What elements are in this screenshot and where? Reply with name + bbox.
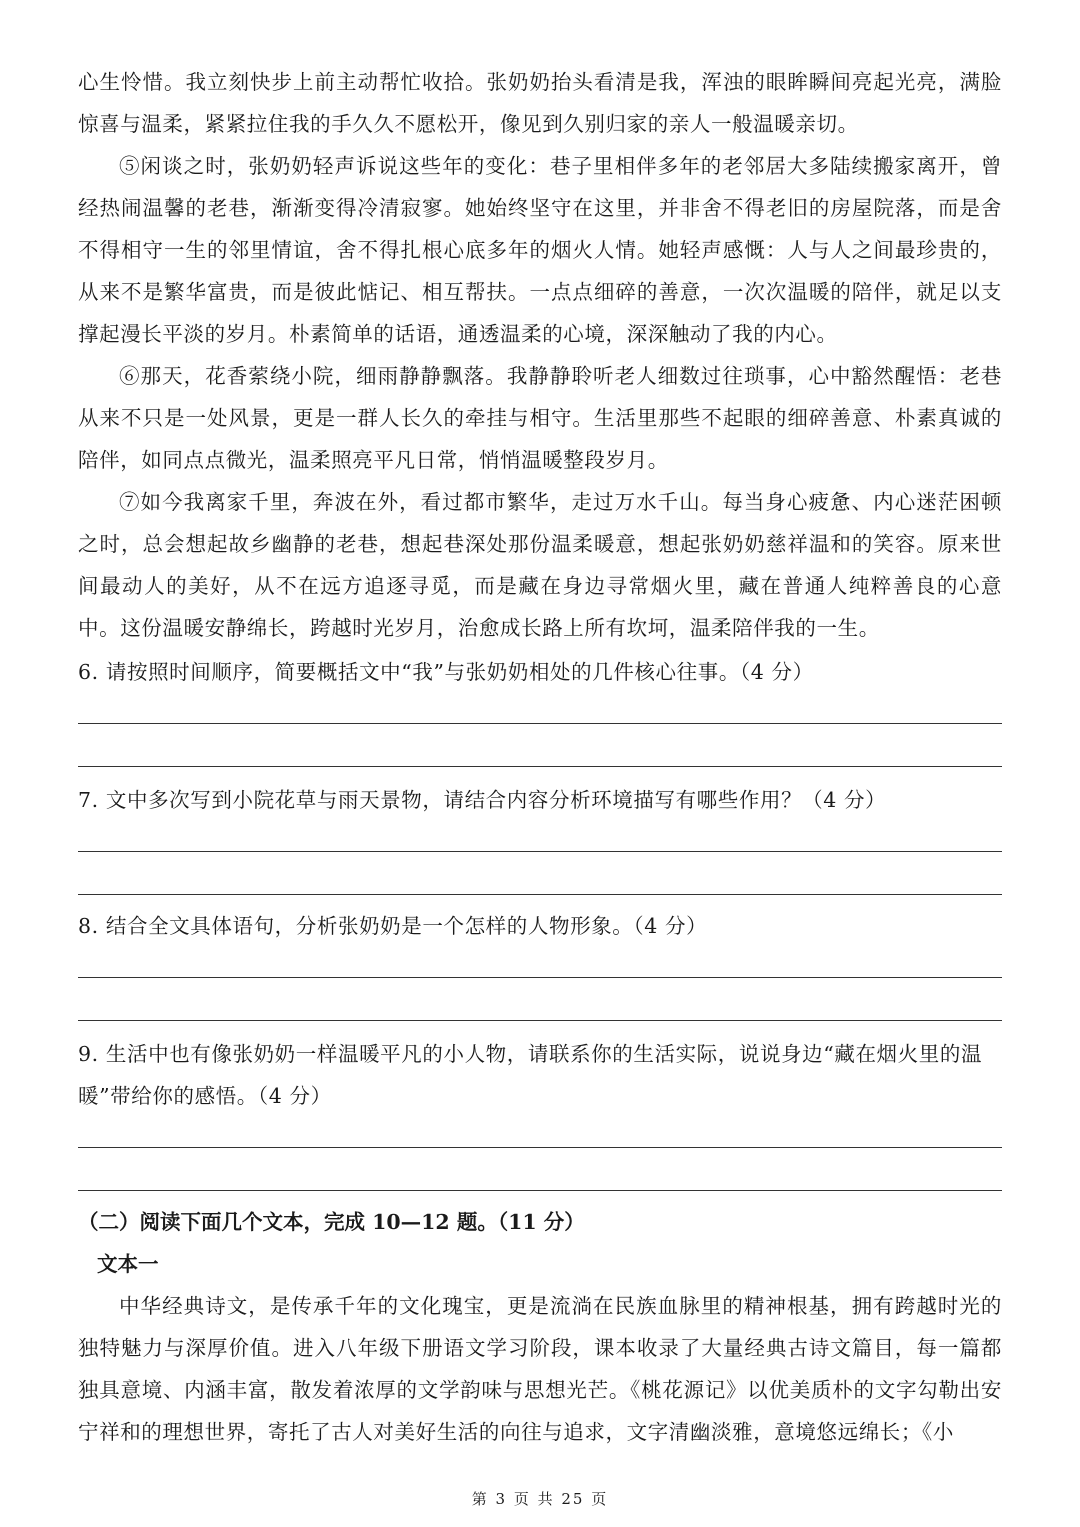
passage-paragraph-7: ⑦如今我离家千里，奔波在外，看过都市繁华，走过万水千山。每当身心疲惫、内心迷茫困顿之时，总会想起故乡幽静的老巷，想起巷深处那份温柔暖意，想起张奶奶慈祥温和的笑容。原来世间最动人的美好，从不在远方追逐寻觅，而是藏在身边寻常烟火里，藏在普通人纯粹善良的心意中。这份温暖安静绵长，跨越时光岁月，治愈成长路上所有坎坷，温柔陪伴我的一生。 — [78, 490, 1002, 640]
question-9: 9. 生活中也有像张奶奶一样温暖平凡的小人物，请联系你的生活实际，说说身边“藏在烟火里的温暖”带给你的感悟。（4 分） — [78, 1042, 983, 1108]
question-6: 6. 请按照时间顺序，简要概括文中“我”与张奶奶相处的几件核心往事。（4 分） — [78, 660, 814, 684]
question-8: 8. 结合全文具体语句，分析张奶奶是一个怎样的人物形象。（4 分） — [78, 914, 708, 938]
answer-line[interactable] — [78, 766, 1002, 767]
answer-line[interactable] — [78, 1190, 1002, 1191]
text-1-body: 中华经典诗文，是传承千年的文化瑰宝，更是流淌在民族血脉里的精神根基，拥有跨越时光的独特魅力与深厚价值。进入八年级下册语文学习阶段，课本收录了大量经典古诗文篇目，每一篇都独具意境、内涵丰富，散发着浓厚的文学韵味与思想光芒。《桃花源记》以优美质朴的文字勾勒出安宁祥和的理想世界，寄托了古人对美好生活的向往与追求，文字清幽淡雅，意境悠远绵长；《小 — [78, 1294, 1002, 1444]
answer-line[interactable] — [78, 851, 1002, 852]
text-1-title: 文本一 — [97, 1252, 159, 1276]
question-7: 7. 文中多次写到小院花草与雨天景物，请结合内容分析环境描写有哪些作用？（4 分） — [78, 788, 887, 812]
answer-line[interactable] — [78, 1020, 1002, 1021]
passage-paragraph-4-tail: 心生怜惜。我立刻快步上前主动帮忙收拾。张奶奶抬头看清是我，浑浊的眼眸瞬间亮起光亮，满脸惊喜与温柔，紧紧拉住我的手久久不愿松开，像见到久别归家的亲人一般温暖亲切。 — [78, 70, 1002, 136]
answer-line[interactable] — [78, 894, 1002, 895]
passage-paragraph-6: ⑥那天，花香萦绕小院，细雨静静飘落。我静静聆听老人细数过往琐事，心中豁然醒悟：老巷从来不只是一处风景，更是一群人长久的牵挂与相守。生活里那些不起眼的细碎善意、朴素真诚的陪伴，如同点点微光，温柔照亮平凡日常，悄悄温暖整段岁月。 — [78, 364, 1002, 472]
passage-paragraph-5: ⑤闲谈之时，张奶奶轻声诉说这些年的变化：巷子里相伴多年的老邻居大多陆续搬家离开，曾经热闹温馨的老巷，渐渐变得冷清寂寥。她始终坚守在这里，并非舍不得老旧的房屋院落，而是舍不得相守一生的邻里情谊，舍不得扎根心底多年的烟火人情。她轻声感慨：人与人之间最珍贵的，从来不是繁华富贵，而是彼此惦记、相互帮扶。一点点细碎的善意，一次次温暖的陪伴，就足以支撑起漫长平淡的岁月。朴素简单的话语，通透温柔的心境，深深触动了我的内心。 — [78, 154, 1002, 346]
answer-line[interactable] — [78, 1147, 1002, 1148]
section-2-heading: （二）阅读下面几个文本，完成 10—12 题。（11 分） — [78, 1210, 585, 1234]
page-footer: 第 3 页 共 25 页 — [471, 1490, 609, 1508]
answer-line[interactable] — [78, 977, 1002, 978]
answer-line[interactable] — [78, 723, 1002, 724]
